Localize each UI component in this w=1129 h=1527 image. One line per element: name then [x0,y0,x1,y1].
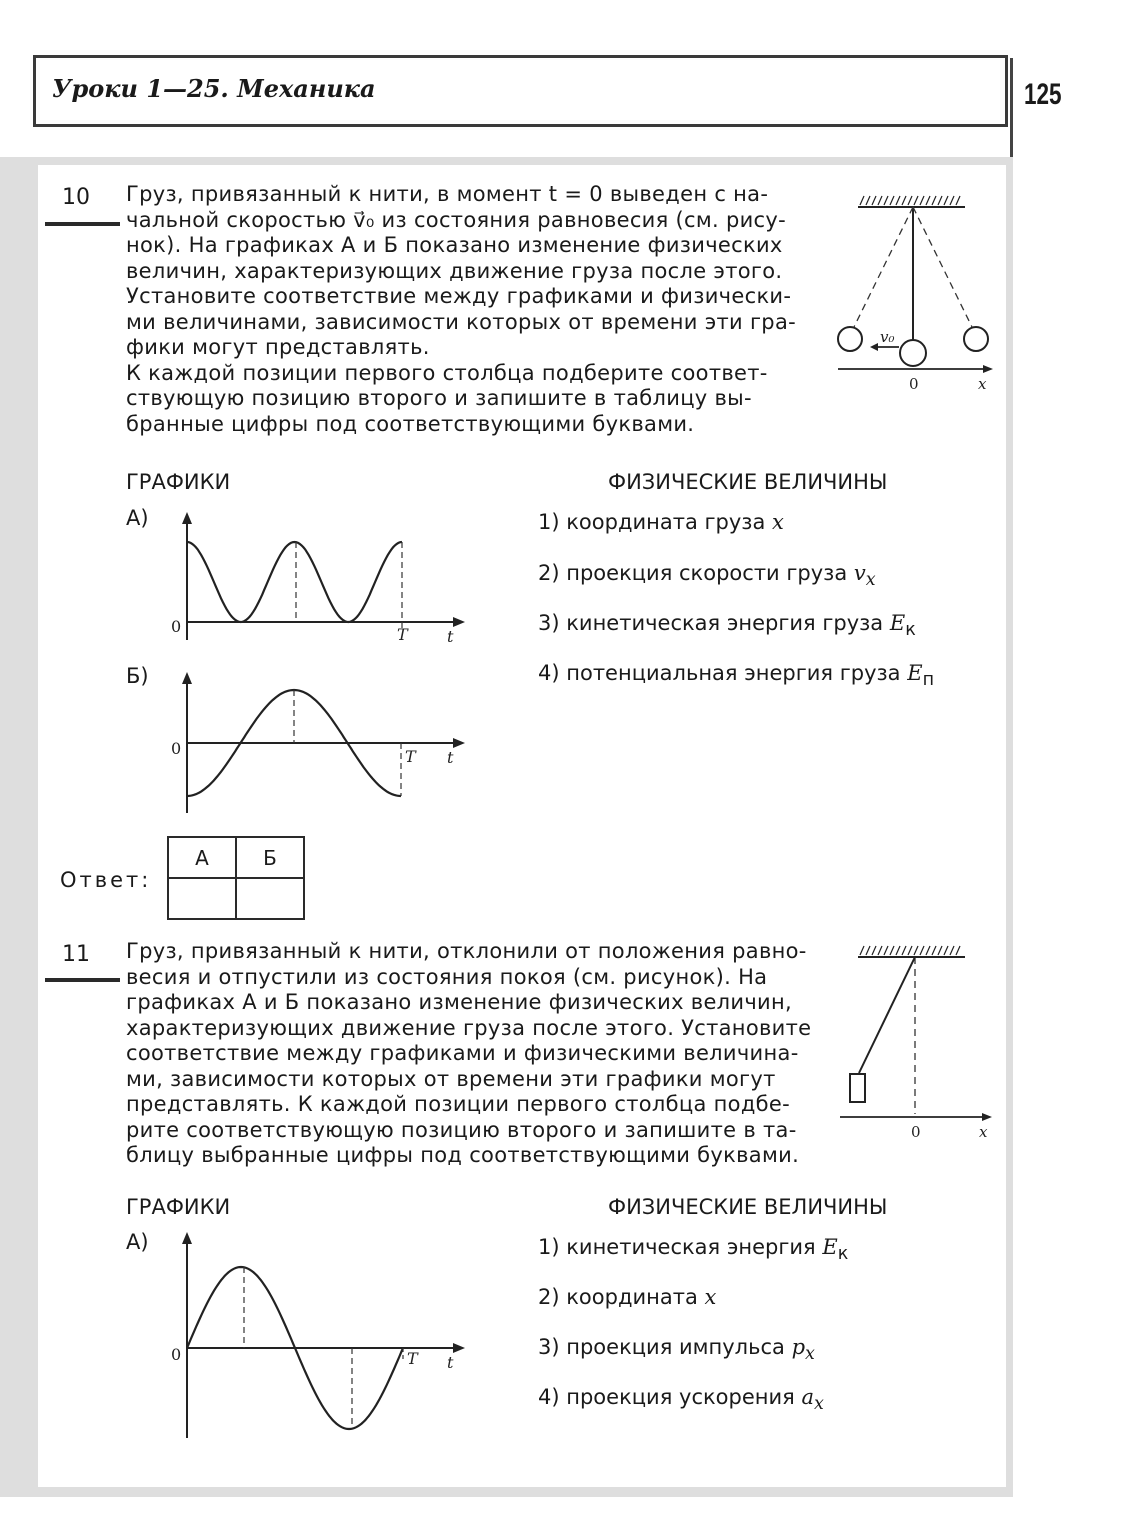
text-line: блицу выбранные цифры под соответствующими буквами. [126,1143,800,1167]
text-line: рите соответствующую позицию второго и запишите в та- [126,1117,797,1142]
text-line: величин, характеризующих движение груза после этого. [126,258,783,283]
answer-table [167,836,305,920]
quantities-heading-10: ФИЗИЧЕСКИЕ ВЕЛИЧИНЫ [608,470,888,494]
pendulum-figure-11 [828,936,998,1151]
problem-10-text [126,182,816,437]
axis-T: T [405,747,416,766]
axis-zero: 0 [171,739,182,758]
graph-b-10 [165,668,475,818]
page-number: 125 [1024,78,1062,111]
answer-cell-b[interactable] [236,878,304,919]
text-line: соответствие между графиками и физическими величина- [126,1041,799,1065]
quantity-11-1: 1) кинетическая энергия $E_к$ [538,1235,849,1265]
quantity-10-1: 1) координата груза x [538,510,784,534]
graph-a-label-11: А) [126,1230,149,1254]
graphs-heading-11: ГРАФИКИ [126,1195,231,1219]
quantity-11-2: 2) координата x [538,1285,717,1309]
quantity-10-3: 3) кинетическая энергия груза $E_к$ [538,611,916,641]
quantity-11-3: 3) проекция импульса $p_x$ [538,1335,815,1365]
axis-T: T [397,625,408,644]
quantity-11-4: 4) проекция ускорения $a_x$ [538,1385,824,1415]
text-line: фики могут представлять. [126,335,430,359]
graph-b-label-10: Б) [126,664,149,688]
text-line: ми, зависимости которых от времени эти графики могут [126,1066,776,1091]
text-line: чальной скоростью v⃗₀ из состояния равновесия (см. рису- [126,207,787,232]
text-line: представлять. К каждой позиции первого столбца подбе- [126,1092,790,1116]
v0-label: v₀ [880,328,895,346]
text-line: Установите соответствие между графиками и физически- [126,284,792,308]
problem-11-number: 11 [62,942,90,967]
text-line: К каждой позиции первого столбца подберите соответ- [126,360,768,385]
text-line: весия и отпустили из состояния покоя (см. рисунок). На [126,964,768,989]
text-line: нок). На графиках А и Б показано изменение физических [126,233,783,257]
pendulum-figure-10 [828,190,998,400]
zero-label: 0 [911,1123,921,1141]
problem-11-marker [45,978,120,982]
graph-a-10 [165,508,475,648]
x-label: x [978,375,987,393]
graphs-heading-10: ГРАФИКИ [126,470,231,494]
axis-t: t [447,748,454,767]
axis-zero: 0 [171,617,182,636]
x-label: x [979,1123,988,1141]
answer-col-a: А [168,837,236,878]
quantity-10-4: 4) потенциальная энергия груза $E_п$ [538,661,935,691]
answer-label: Ответ: [60,868,152,892]
text-line: графиках А и Б показано изменение физических величин, [126,990,793,1014]
problem-11-text [126,939,816,1169]
text-line: Груз, привязанный к нити, отклонили от положения равно- [126,939,807,963]
chapter-title: Уроки 1—25. Механика [52,74,376,103]
axis-t: t [447,1353,454,1372]
text-line: ми величинами, зависимости которых от времени эти гра- [126,309,796,334]
axis-T: T [407,1349,418,1368]
text-line: характеризующих движение груза после этого. Установите [126,1015,812,1040]
curve-a-10 [187,542,402,622]
zero-label: 0 [909,375,919,393]
text-line: бранные цифры под соответствующими буквами. [126,411,695,436]
problem-10-number: 10 [62,185,90,210]
answer-col-b: Б [236,837,304,878]
graph-a-11 [165,1228,475,1443]
text-line: Груз, привязанный к нити, в момент t = 0 выведен с на- [126,182,769,206]
graph-a-label-10: А) [126,506,149,530]
text-line: ствующую позицию второго и запишите в таблицу вы- [126,386,752,410]
quantities-heading-11: ФИЗИЧЕСКИЕ ВЕЛИЧИНЫ [608,1195,888,1219]
axis-zero: 0 [171,1345,182,1364]
answer-cell-a[interactable] [168,878,236,919]
problem-10-marker [45,222,120,226]
axis-t: t [447,627,454,646]
header-divider [1010,58,1013,160]
quantity-10-2: 2) проекция скорости груза $v_x$ [538,561,876,591]
